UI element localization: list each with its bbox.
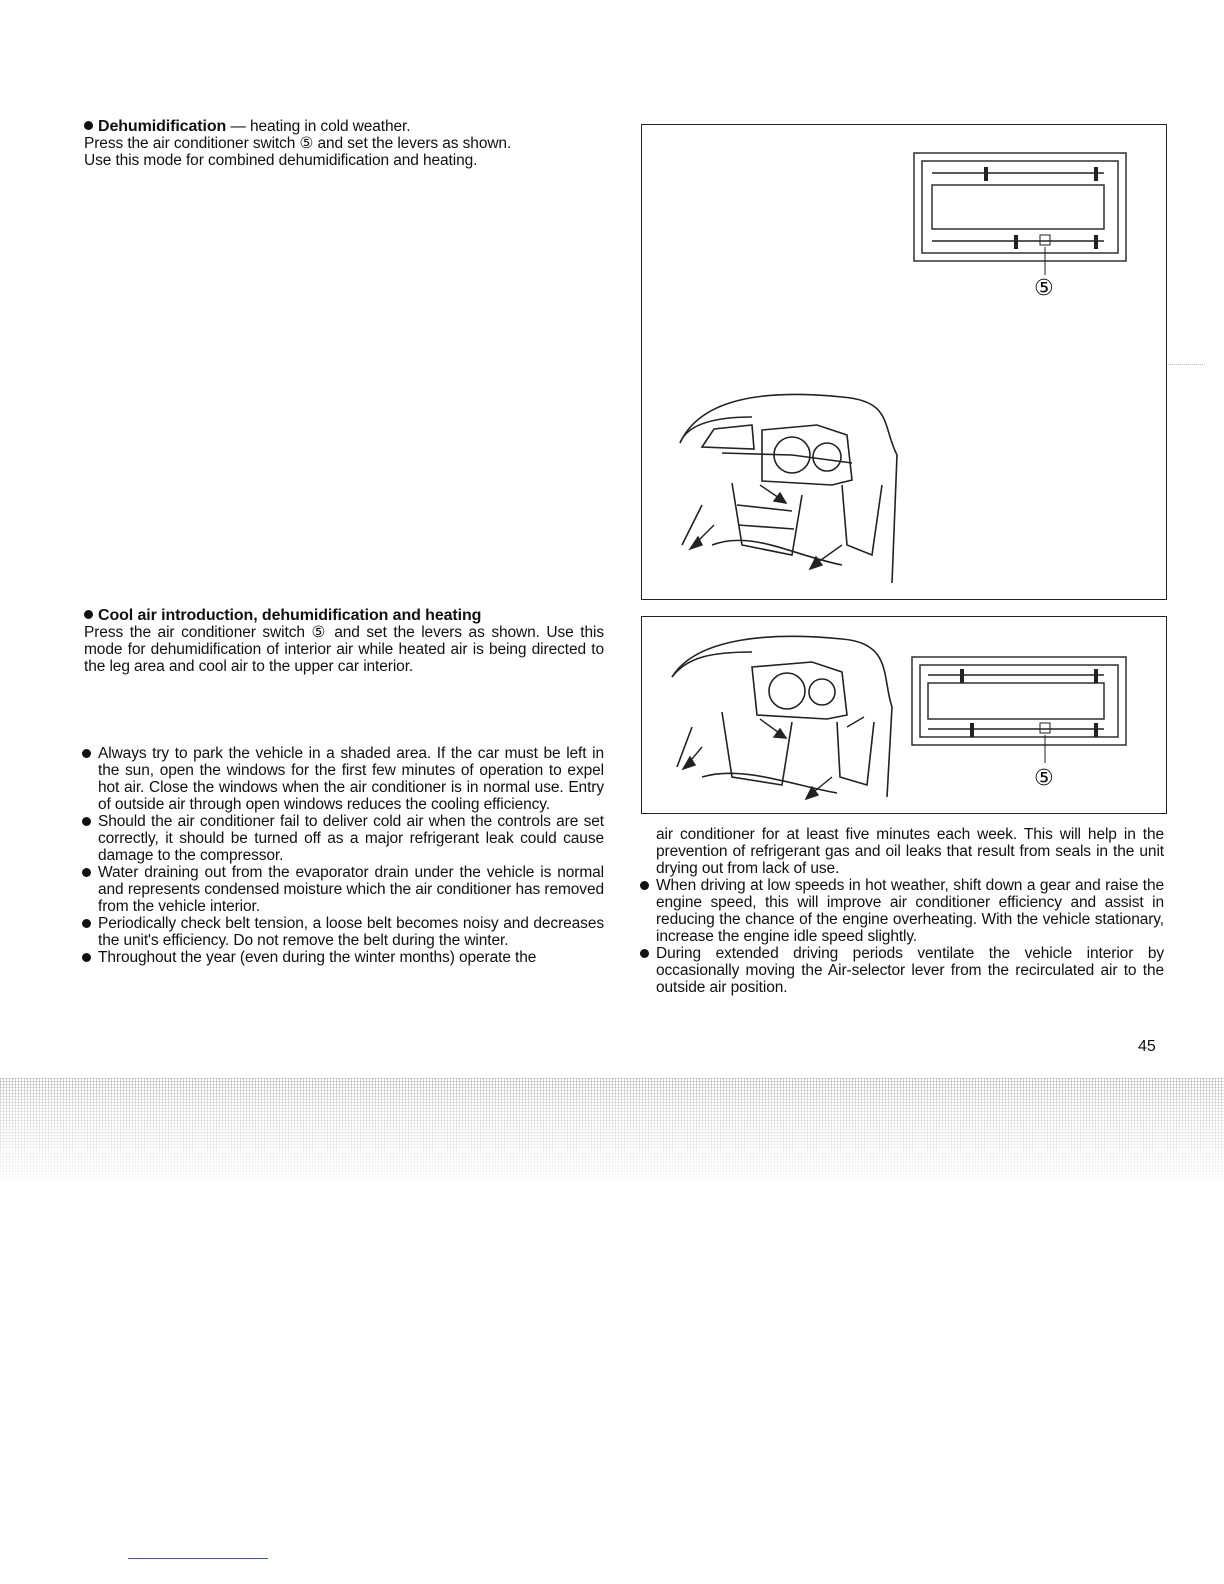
bullet-icon [640, 881, 649, 890]
dashboard-illustration [642, 617, 1166, 813]
tip-text: Always try to park the vehicle in a shaded area. If the car must be left in the sun, open the windows for the first few minutes of operation to expel hot air. Close the windows when the air conditioner is in normal use. Entry of outside air through open windows reduces the cooling efficiency. [98, 745, 604, 813]
tip-text: During extended driving periods ventilate the vehicle interior by occasionally moving the Air-selector lever from the recirculated air to the outside air position. [656, 945, 1164, 996]
tip-text: Water draining out from the evaporator drain under the vehicle is normal and represents condensed moisture which the air conditioner has removed from the vehicle interior. [98, 864, 604, 915]
bullet-icon [82, 749, 91, 758]
figure-dehumidification [641, 124, 1167, 600]
dehumidification-subheading: — heating in cold weather. [226, 118, 411, 135]
list-item [82, 745, 604, 813]
dehumidification-section [84, 118, 612, 169]
tip-text: Should the air conditioner fail to deliver cold air when the controls are set correctly, it should be turned off as a major refrigerant leak could cause damage to the compressor. [98, 813, 604, 864]
dehumidification-heading-line [84, 118, 612, 135]
bullet-icon [84, 610, 93, 619]
bullet-icon [84, 121, 93, 130]
bottom-rule [128, 1558, 268, 1559]
cool-air-text: Press the air conditioner switch ⑤ and set the levers as shown. Use this mode for dehumidification of interior air while heated air is being directed to the leg area and cool air to the upper car interior. [84, 624, 604, 675]
dehumidification-line-2: Use this mode for combined dehumidification and heating. [84, 152, 478, 169]
callout-label-5: ⑤ [1034, 765, 1054, 790]
bullet-icon [640, 949, 649, 958]
list-item [82, 813, 604, 864]
tip-text: When driving at low speeds in hot weather, shift down a gear and raise the engine speed, this will improve air conditioner efficiency and assist in reducing the chance of the engine overheating. With the vehicle stationary, increase the engine idle speed slightly. [656, 877, 1164, 945]
continuation-text: air conditioner for at least five minutes each week. This will help in the prevention of refrigerant gas and oil leaks that result from seals in the unit drying out from lack of use. [656, 826, 1164, 877]
bullet-icon [82, 919, 91, 928]
list-item [82, 864, 604, 915]
list-item [640, 945, 1164, 996]
bullet-icon [82, 868, 91, 877]
right-column-text [640, 826, 1164, 996]
figure-cool-air [641, 616, 1167, 814]
page-number: 45 [1138, 1038, 1156, 1055]
list-item [640, 877, 1164, 945]
dehumidification-line-1: Press the air conditioner switch ⑤ and set the levers as shown. [84, 135, 512, 152]
cool-air-heading: Cool air introduction, dehumidification and heating [98, 607, 482, 624]
dashboard-illustration [642, 125, 1166, 599]
callout-label-5: ⑤ [1034, 275, 1054, 300]
scan-texture-band [0, 1078, 1224, 1178]
tip-text: Periodically check belt tension, a loose belt becomes noisy and decreases the unit's efficiency. Do not remove the belt during the winter. [98, 915, 604, 949]
tip-text: Throughout the year (even during the winter months) operate the [98, 949, 537, 966]
cool-air-heading-line [84, 607, 604, 624]
cool-air-section [84, 607, 604, 675]
list-item [82, 949, 604, 966]
list-item [82, 915, 604, 949]
bullet-icon [82, 953, 91, 962]
bullet-icon [82, 817, 91, 826]
tips-list-left [82, 745, 604, 966]
dehumidification-heading: Dehumidification [98, 118, 227, 135]
